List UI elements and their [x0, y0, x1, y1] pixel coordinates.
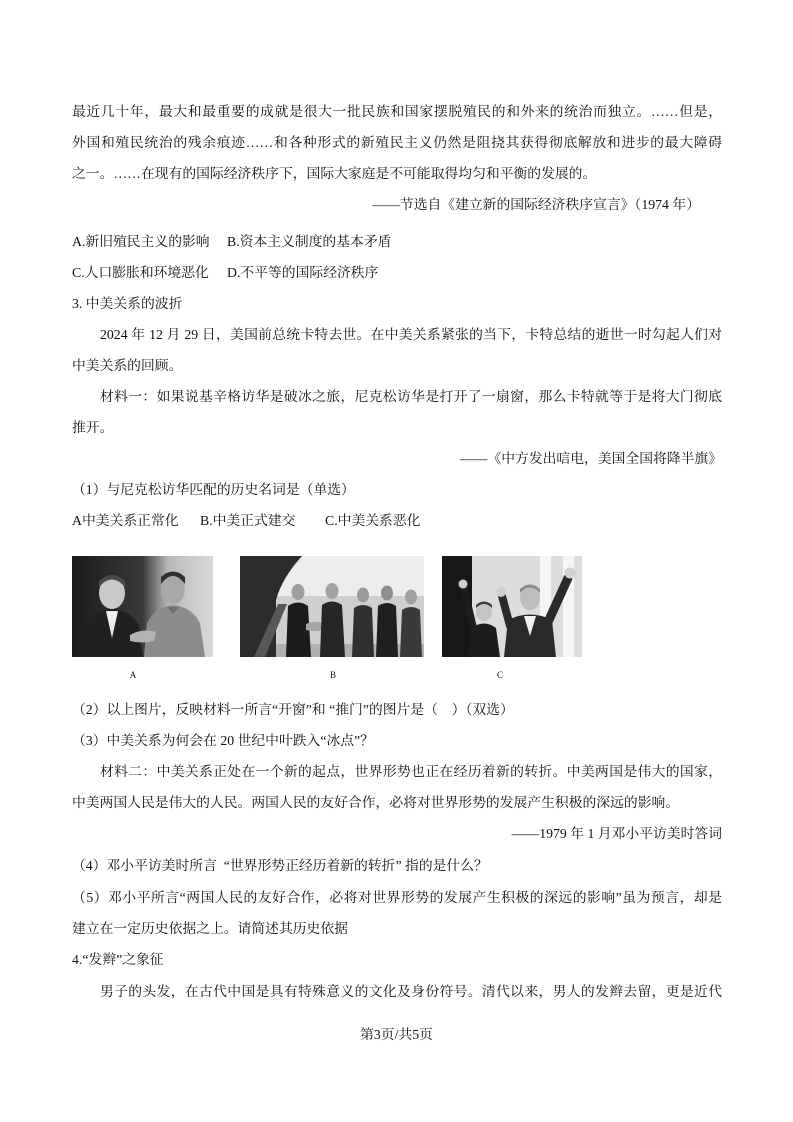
- sub-question-5-line: （5）邓小平所言“两国人民的友好合作，必将对世界形势的发展产生积极的深远的影响”虽为预言，却是: [72, 890, 722, 905]
- option-b: B.中美正式建交: [200, 513, 296, 528]
- page-number: 第3页/共5页: [360, 1027, 433, 1042]
- quote-line: 最近几十年，最大和最重要的成就是很大一批民族和国家摆脱殖民的和外来的统治而独立。……但是，: [72, 104, 722, 119]
- material-2-line: 中美两国人民是伟大的人民。两国人民的友好合作，必将对世界形势的发展产生积极的深远的影响。: [72, 795, 680, 810]
- intro-line: 2024 年 12 月 29 日，美国前总统卡特去世。在中美关系紧张的当下，卡特总结的逝世一时勾起人们对: [100, 327, 722, 342]
- photo-labels: [72, 668, 722, 682]
- photo-row: [72, 556, 722, 657]
- material-1-line: 推开。: [72, 420, 114, 435]
- option-b: B.资本主义制度的基本矛盾: [227, 234, 392, 249]
- photo-label-b: B: [329, 670, 336, 680]
- quote-line: 外国和殖民统治的残余痕迹……和各种形式的新殖民主义仍然是阻挠其获得彻底解放和进步的最大障碍: [72, 135, 722, 150]
- option-c: C.人口膨胀和环境恶化: [72, 265, 209, 280]
- quote-source: ——节选自《建立新的国际经济秩序宣言》（1974 年）: [372, 197, 700, 212]
- sub-question-5-line: 建立在一定历史依据之上。请简述其历史依据: [72, 921, 348, 936]
- photo-label-a: A: [129, 670, 137, 680]
- option-a: A.新旧殖民主义的影响: [72, 234, 210, 249]
- photo-c: [442, 556, 582, 657]
- material-2-source: ——1979 年 1 月邓小平访美时答词: [511, 826, 722, 841]
- material-2-line: 材料二：中美关系正处在一个新的起点，世界形势也正在经历着新的转折。中美两国是伟大的国家，: [100, 764, 722, 779]
- question-4-intro-line: 男子的头发，在古代中国是具有特殊意义的文化及身份符号。清代以来，男人的发辫去留，更是近代: [100, 984, 722, 999]
- sub-question-2: （2）以上图片，反映材料一所言“开窗”和 “推门”的图片是（ ）（双选）: [72, 702, 514, 717]
- intro-line: 中美关系的回顾。: [72, 358, 183, 373]
- material-1-line: 材料一：如果说基辛格访华是破冰之旅，尼克松访华是打开了一扇窗，那么卡特就等于是将大门彻底: [100, 389, 722, 404]
- quote-line: 之一。……在现有的国际经济秩序下，国际大家庭是不可能取得均匀和平衡的发展的。: [72, 166, 597, 181]
- options-row: [72, 257, 722, 288]
- sub-question-1: （1）与尼克松访华匹配的历史名词是（单选）: [72, 482, 355, 497]
- photo-a: [72, 556, 213, 657]
- photo-b: [240, 556, 424, 657]
- material-1-source: ——《中方发出唁电，美国全国将降半旗》: [459, 451, 722, 466]
- option-a: A中美关系正常化: [72, 513, 179, 528]
- sub-question-3: （3）中美关系为何会在 20 世纪中叶跌入“冰点”？: [72, 733, 374, 748]
- photo-label-c: C: [496, 670, 503, 680]
- page-content: [72, 96, 722, 1007]
- option-c: C.中美关系恶化: [325, 513, 421, 528]
- sub-question-4: （4）邓小平访美时所言 “世界形势正经历着新的转折” 指的是什么？: [72, 858, 488, 873]
- question-4-heading: 4.“发辫”之象征: [72, 952, 164, 967]
- options-row: [72, 226, 722, 257]
- option-d: D.不平等的国际经济秩序: [227, 265, 379, 280]
- quote-block: [72, 96, 722, 220]
- sub-question-1-options: [72, 505, 722, 536]
- question-3-heading: 3. 中美关系的波折: [72, 296, 183, 311]
